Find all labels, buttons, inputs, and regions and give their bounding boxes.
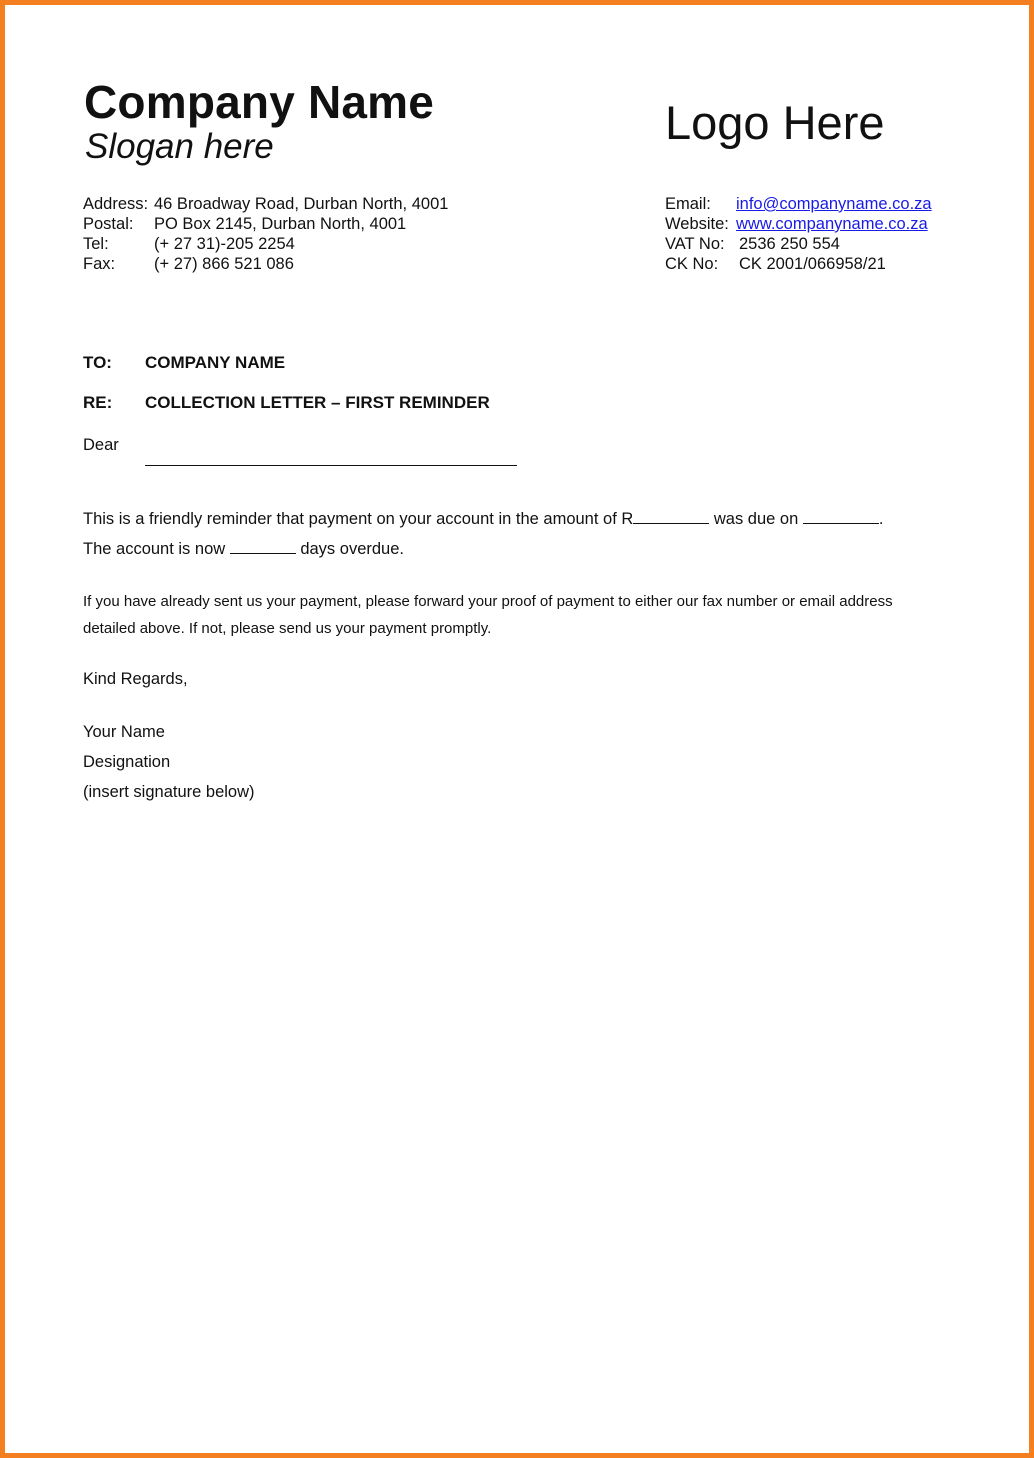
logo-placeholder: Logo Here <box>665 96 885 149</box>
postal-label: Postal: <box>83 215 134 233</box>
para1-line2-text-b: days overdue. <box>295 540 404 558</box>
ck-value: CK 2001/066958/21 <box>739 255 886 273</box>
company-slogan: Slogan here <box>85 127 274 166</box>
vat-value: 2536 250 554 <box>739 235 840 253</box>
website-label: Website: <box>665 215 729 233</box>
address-value: 46 Broadway Road, Durban North, 4001 <box>154 195 449 213</box>
sender-name: Your Name <box>83 723 165 741</box>
dear-label: Dear <box>83 436 119 454</box>
fax-label: Fax: <box>83 255 116 273</box>
re-value: COLLECTION LETTER – FIRST REMINDER <box>145 393 490 412</box>
closing: Kind Regards, <box>83 670 188 688</box>
fax-value: (+ 27) 866 521 086 <box>154 255 294 273</box>
para1-text-a: This is a friendly reminder that payment on your account in the amount of R <box>83 510 634 528</box>
paragraph-2-line-1: If you have already sent us your payment, please forward your proof of payment to either our fax number or email address <box>83 593 893 610</box>
amount-blank <box>633 509 709 524</box>
website-link[interactable]: www.companyname.co.za <box>736 215 928 233</box>
company-name: Company Name <box>84 76 435 128</box>
address-label: Address: <box>83 195 149 213</box>
ck-label: CK No: <box>665 255 719 273</box>
para1-line2-text-a: The account is now <box>83 540 230 558</box>
signature-note: (insert signature below) <box>83 783 255 801</box>
para1-text-b: was due on <box>709 510 803 528</box>
tel-label: Tel: <box>83 235 109 253</box>
paragraph-1-line-2 <box>83 539 404 559</box>
to-value: COMPANY NAME <box>145 353 286 372</box>
to-label: TO: <box>83 353 112 372</box>
postal-value: PO Box 2145, Durban North, 4001 <box>154 215 407 233</box>
days-blank <box>230 539 296 554</box>
dear-name-line <box>145 465 517 466</box>
re-label: RE: <box>83 393 113 412</box>
due-date-blank <box>803 509 879 524</box>
email-label: Email: <box>665 195 711 213</box>
sender-designation: Designation <box>83 753 171 771</box>
para1-text-c: . <box>878 510 884 528</box>
vat-label: VAT No: <box>665 235 725 253</box>
paragraph-2-line-2: detailed above. If not, please send us your payment promptly. <box>83 620 492 637</box>
paragraph-1-line-1 <box>83 509 883 529</box>
tel-value: (+ 27 31)-205 2254 <box>154 235 295 253</box>
email-link[interactable]: info@companyname.co.za <box>736 195 932 213</box>
